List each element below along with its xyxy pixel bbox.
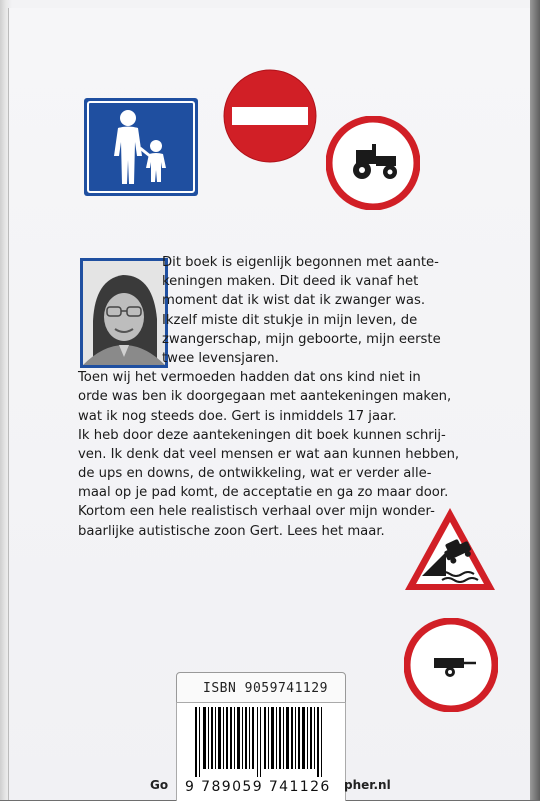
blurb-line: zwangerschap, mijn geboorte, mijn eerste: [162, 331, 441, 347]
blurb-line: Kortom een hele realistisch verhaal over mijn wonder-: [78, 504, 435, 520]
blurb-line: moment dat ik wist dat ik zwanger was.: [162, 293, 426, 309]
back-cover-blurb: [78, 253, 498, 541]
publisher-url-end: pher.nl: [344, 778, 391, 792]
publisher-url-start: Go: [150, 778, 169, 792]
cover-shadow: [530, 0, 540, 800]
barcode-digits: 9 789059 741126: [185, 779, 331, 795]
blurb-line: keningen maken. Dit deed ik vanaf het: [162, 274, 419, 290]
barcode-bars: [177, 703, 345, 777]
blurb-line: ven. Ik denk dat veel mensen er wat aan kunnen hebben,: [78, 446, 460, 462]
blurb-line: Dit boek is eigenlijk begonnen met aante-: [162, 255, 439, 270]
blurb-line: Toen wij het vermoeden hadden dat ons kind niet in: [78, 370, 421, 386]
blurb-line: wat ik nog steeds doe. Gert is inmiddels 17 jaar.: [78, 408, 397, 424]
blurb-line: Ikzelf miste dit stukje in mijn leven, de: [162, 312, 418, 328]
isbn-text: ISBN 9059741129: [203, 681, 328, 696]
blurb-line: twee levensjaren.: [162, 350, 279, 366]
blurb-line: baarlijke autistische zoon Gert. Lees het maar.: [78, 523, 385, 539]
pedestrian-zone-sign-icon: [84, 98, 198, 196]
blurb-line: de ups en downs, de ontwikkeling, wat er verder alle-: [78, 466, 432, 482]
quay-warning-sign-icon: [402, 504, 498, 594]
no-entry-sign-icon: [222, 68, 318, 164]
no-tractors-sign-icon: [326, 116, 420, 210]
blurb-line: maal op je pad komt, de acceptatie en ga zo maar door.: [78, 485, 449, 501]
blurb-line: orde was ben ik doorgegaan met aantekeningen maken,: [78, 389, 452, 405]
no-trailers-sign-icon: [404, 618, 498, 712]
barcode: [176, 702, 346, 801]
blurb-line: Ik heb door deze aantekeningen dit boek kunnen schrij-: [78, 427, 446, 443]
